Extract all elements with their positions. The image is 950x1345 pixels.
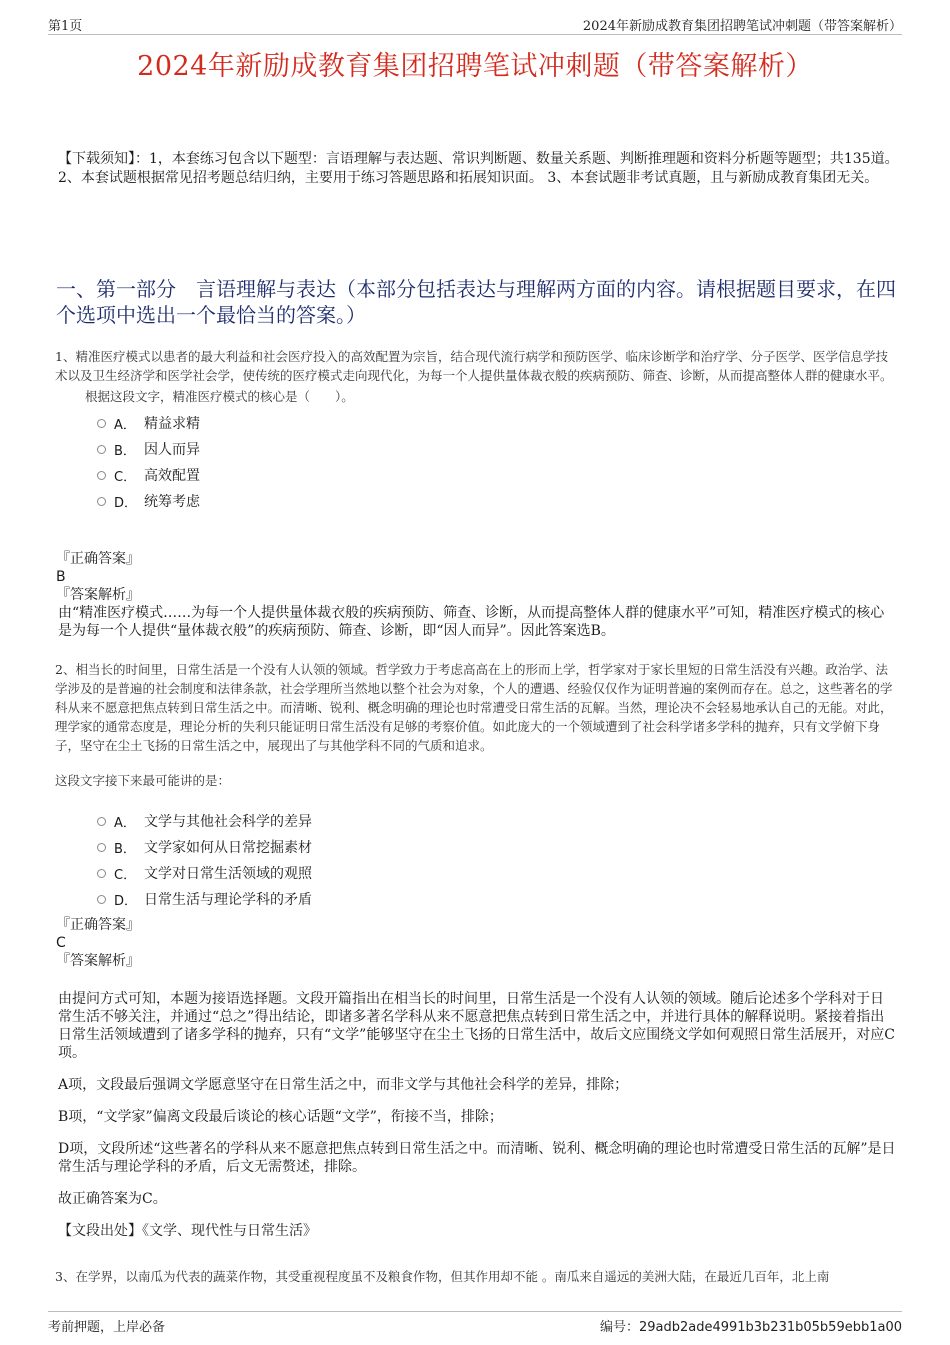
answer-value: C	[56, 935, 66, 951]
answer-label: 『正确答案』	[56, 917, 140, 933]
answer-value: B	[56, 569, 66, 585]
radio-icon[interactable]	[97, 445, 106, 454]
question-prompt: 这段文字接下来最可能讲的是：	[55, 773, 231, 788]
question-stem: 2、相当长的时间里，日常生活是一个没有人认领的领域。哲学致力于考虑高高在上的形而上学，哲学家对于家长里短的日常生活没有兴趣。政治学、法学涉及的是普遍的社会制度和法律条款，社会学理所当然地以整个社会为对象，个人的遭遇、经验仅仅作为证明普遍的案例而存在。总之，这些著名的学科从来不愿意把焦点转到日常生活之中。而清晰、锐利、概念明确的理论也时常遭受日常生活的瓦解。当然，理论决不会轻易地承认自己的无能。对此，理学家的通常态度是，理论分析的失利只能证明日常生活没有足够的考察价值。如此庞大的一个领域遭到了社会科学诸多学科的抛弃，只有文学俯下身子，坚守在尘土飞扬的日常生活之中，展现出了与其他学科不同的气质和追求。	[55, 662, 893, 753]
document-title: 2024年新励成教育集团招聘笔试冲刺题（带答案解析）	[137, 51, 813, 82]
download-notice: 【下载须知】：1，本套练习包含以下题型：言语理解与表达题、常识判断题、数量关系题、判断推理题和资料分析题等题型；共135道。 2、本套试题根据常见招考题总结归纳，主要用于练习答题思路和拓展知识面。 3、本套试题非考试真题，且与新励成教育集团无关。	[58, 151, 899, 186]
answer-label: 『正确答案』	[56, 551, 140, 567]
option-list	[55, 808, 896, 912]
page-footer	[48, 1311, 902, 1335]
radio-icon[interactable]	[97, 843, 106, 852]
passage-source: 【文段出处】《文学、现代性与日常生活》	[58, 1223, 317, 1239]
option-d[interactable]: D． 日常生活与理论学科的矛盾	[97, 886, 896, 912]
analysis-label: 『答案解析』	[56, 587, 140, 603]
option-a[interactable]: A． 文学与其他社会科学的差异	[97, 808, 896, 834]
analysis-paragraph: D项，文段所述“这些著名的学科从来不愿意把焦点转到日常生活之中。而清晰、锐利、概念明确的理论也时常遭受日常生活的瓦解”是日常生活与理论学科的矛盾，后文无需赘述，排除。	[58, 1141, 896, 1175]
question-1	[55, 347, 896, 514]
analysis-paragraph: A项，文段最后强调文学愿意坚守在日常生活之中，而非文学与其他社会科学的差异，排除；	[58, 1077, 629, 1093]
radio-icon[interactable]	[97, 471, 106, 480]
option-list	[55, 410, 896, 514]
radio-icon[interactable]	[97, 419, 106, 428]
analysis-paragraph: 由提问方式可知，本题为接语选择题。文段开篇指出在相当长的时间里，日常生活是一个没有人认领的领域。随后论述多个学科对于日常生活不够关注，并通过“总之”得出结论，即诸多著名学科从来不愿意把焦点转到日常生活之中，并进行具体的解释说明。紧接着指出日常生活领域遭到了诸多学科的抛弃，只有“文学”能够坚守在尘土飞扬的日常生活中，故后文应围绕文学如何观照日常生活展开，对应C项。	[58, 991, 896, 1061]
answer-2	[56, 916, 896, 970]
header-doc-name: 2024年新励成教育集团招聘笔试冲刺题（带答案解析）	[582, 19, 902, 34]
question-prompt: 根据这段文字，精准医疗模式的核心是（ ）。	[85, 389, 354, 404]
page-header	[48, 14, 902, 35]
section-heading: 一、第一部分 言语理解与表达（本部分包括表达与理解两方面的内容。请根据题目要求，在四个选项中选出一个最恰当的答案。）	[56, 277, 896, 327]
analysis-text: 由“精准医疗模式……为每一个人提供量体裁衣般的疾病预防、筛查、诊断，从而提高整体人群的健康水平”可知，精准医疗模式的核心是为每一个人提供“量体裁衣般”的疾病预防、筛查、诊断，即“因人而异”。因此答案选B。	[58, 605, 885, 639]
option-b[interactable]: B． 文学家如何从日常挖掘素材	[97, 834, 896, 860]
analysis-paragraph: 故正确答案为C。	[58, 1191, 167, 1207]
analysis-label: 『答案解析』	[56, 953, 140, 969]
document-id: 29adb2ade4991b3b231b05b59ebb1a00	[638, 1320, 902, 1335]
radio-icon[interactable]	[97, 869, 106, 878]
footer-code: 编号：29adb2ade4991b3b231b05b59ebb1a00	[599, 1320, 902, 1335]
question-stem: 1、精准医疗模式以患者的最大利益和社会医疗投入的高效配置为宗旨，结合现代流行病学和预防医学、临床诊断学和治疗学、分子医学、医学信息学技术以及卫生经济学和医学社会学，使传统的医疗模式走向现代化，为每一个人提供量体裁衣般的疾病预防、筛查、诊断，从而提高整体人群的健康水平。	[55, 349, 893, 383]
analysis-2	[58, 990, 896, 1240]
analysis-paragraph: B项，“文学家”偏离文段最后谈论的核心话题“文学”，衔接不当，排除；	[58, 1109, 503, 1125]
question-3	[55, 1267, 896, 1286]
option-a[interactable]: A． 精益求精	[97, 410, 896, 436]
radio-icon[interactable]	[97, 895, 106, 904]
page-number: 第1页	[48, 19, 83, 34]
option-c[interactable]: C． 文学对日常生活领域的观照	[97, 860, 896, 886]
radio-icon[interactable]	[97, 817, 106, 826]
option-b[interactable]: B． 因人而异	[97, 436, 896, 462]
footer-slogan: 考前押题，上岸必备	[48, 1320, 166, 1335]
answer-1	[56, 550, 896, 640]
question-stem: 3、在学界，以南瓜为代表的蔬菜作物，其受重视程度虽不及粮食作物，但其作用却不能 。南瓜来自遥远的美洲大陆，在最近几百年，北上南	[55, 1269, 830, 1284]
radio-icon[interactable]	[97, 497, 106, 506]
question-2	[55, 660, 896, 912]
option-c[interactable]: C． 高效配置	[97, 462, 896, 488]
option-d[interactable]: D． 统筹考虑	[97, 488, 896, 514]
